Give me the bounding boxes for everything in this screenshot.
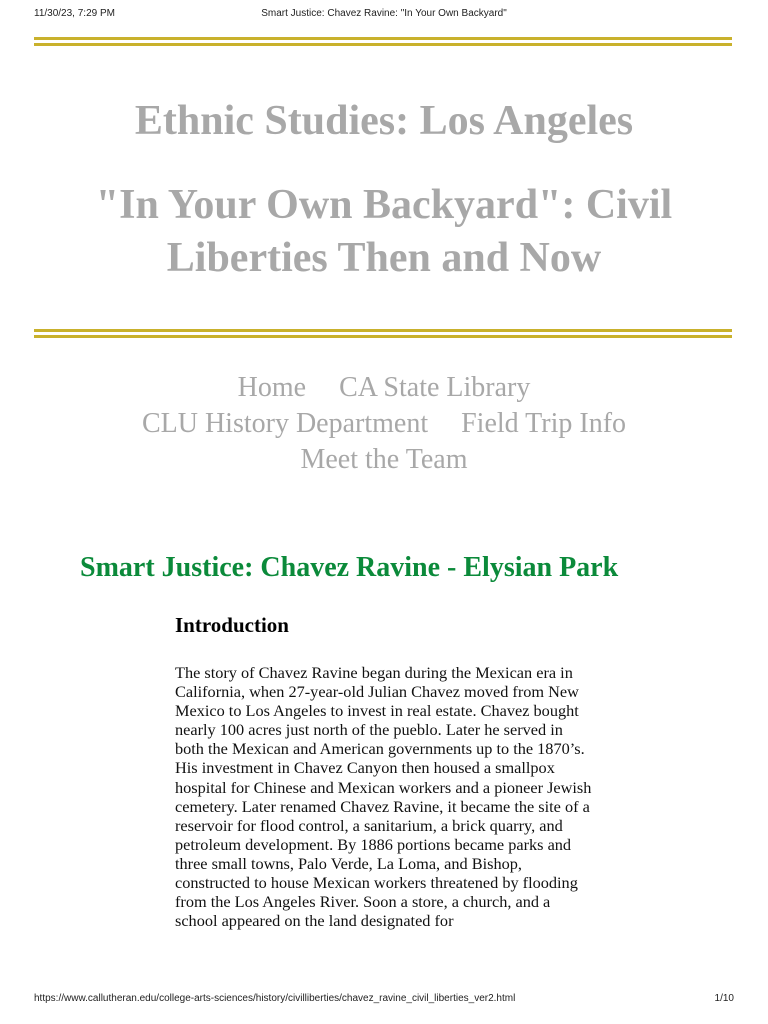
introduction-paragraph: The story of Chavez Ravine began during the Mexican era in California, when 27-year-old Julian Chavez moved from New Mexico to Los Angeles to invest in real estate. Chavez bought nearly 100 acres just north of the pueblo. Later he served in both the Mexican and American governments up to the 1870’s. His investment in Chavez Canyon then housed a smallpox hospital for Chinese and Mexican workers and a pioneer Jewish cemetery. Later renamed Chavez Ravine, it became the site of a reservoir for flood control, a sanitarium, a brick quarry, and petroleum development. By 1886 portions became parks and three small towns, Palo Verde, La Loma, and Bishop, constructed to house Mexican workers threatened by flooding from the Los Angeles River. Soon a store, a church, and a school appeared on the land designated for [175, 663, 592, 931]
print-header [34, 8, 734, 22]
section-heading-introduction: Introduction [175, 613, 289, 637]
top-divider [34, 37, 732, 46]
site-title-line-2: "In Your Own Backyard": Civil [95, 182, 673, 228]
print-page-number: 1/10 [714, 993, 734, 1004]
nav-clu-history-department[interactable]: CLU History Department [141, 408, 429, 439]
nav-ca-state-library[interactable]: CA State Library [339, 372, 531, 403]
nav-home[interactable]: Home [237, 372, 307, 403]
print-url: https://www.callutheran.edu/college-arts-sciences/history/civilliberties/chavez_ravine_civil_liberties_ver2.html [34, 993, 516, 1004]
print-footer [34, 993, 734, 1007]
main-nav [0, 370, 768, 478]
site-title-line-1: Ethnic Studies: Los Angeles [134, 98, 634, 144]
page-heading: Smart Justice: Chavez Ravine - Elysian Park [80, 552, 619, 583]
nav-meet-the-team[interactable]: Meet the Team [300, 444, 468, 475]
print-document-title: Smart Justice: Chavez Ravine: "In Your Own Backyard" [261, 8, 507, 19]
header-divider [34, 329, 732, 338]
print-timestamp: 11/30/23, 7:29 PM [34, 8, 115, 19]
site-title-line-3: Liberties Then and Now [166, 235, 602, 281]
nav-field-trip-info[interactable]: Field Trip Info [461, 408, 627, 439]
